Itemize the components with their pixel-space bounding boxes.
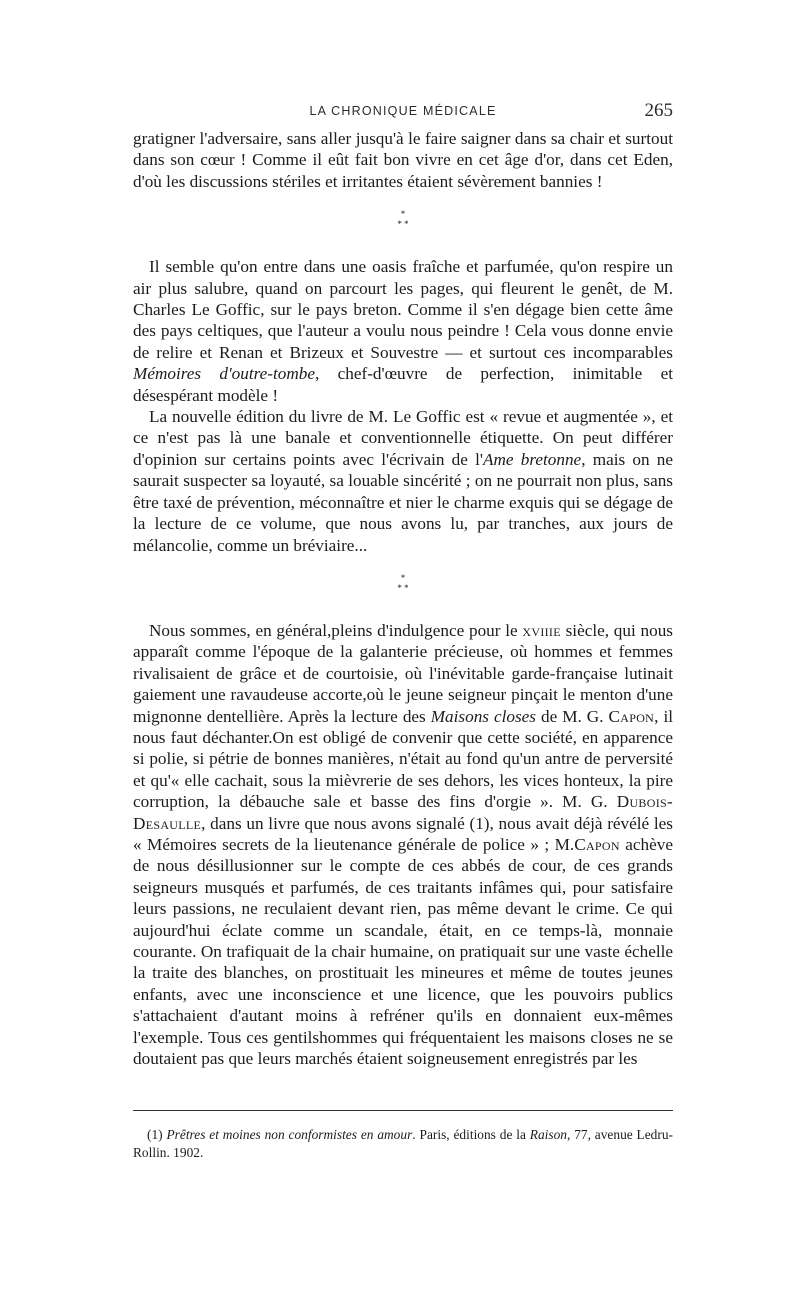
footnote-book-title: Prêtres et moines non conformistes en amour [166,1127,413,1142]
paragraph-1 [133,128,673,192]
paragraph-3-text-b: , mais on ne saurait suspecter sa loyauté, sa louable sincérité ; on ne pourrait non plus, sans être taxé de prévention, méconnaître et nier le charme exquis qui se dégage de la lecture de ce volume, que nous avons lu, par tranches, aux jours de mélancolie, comme un bréviaire... [133,449,673,555]
paragraph-4 [133,620,673,1070]
section-separator-2 [133,564,673,610]
footnote [133,1126,673,1162]
paragraph-4-text-a: Nous sommes, en général,pleins d'indulgence pour le [149,620,523,640]
asterism-bottom: * * [397,582,409,593]
italic-title-ame-bretonne: Ame bretonne [482,449,582,469]
paragraph-4-text-e: , dans un livre que nous avons signalé (1), nous avait déjà révélé les « Mémoires secrets de la lieutenance générale de police » ; M. [133,813,673,854]
author-name-dubois-desaulle: Dubois-Desaulle [133,792,673,833]
century-numeral: xviiie [522,620,561,640]
footnote-text [133,1126,673,1162]
paragraph-1-text: gratigner l'adversaire, sans aller jusqu'à le faire saigner dans sa chair et surtout dans son cœur ! Comme il eût fait bon vivre en cet âge d'or, dans cet Eden, d'où les discussions stériles et irritantes étaient sévèrement bannies ! [133,129,673,191]
asterism-bottom: * * [397,219,409,230]
asterism-top: * [400,572,406,583]
footnote-text-b: , 77, avenue Ledru-Rollin. 1902. [133,1127,673,1160]
body-text [133,128,673,1069]
page-header [133,100,673,124]
italic-title-memoires: Mémoires d'outre-tombe [133,364,316,384]
author-name-capon: Capon [608,706,655,726]
page-number: 265 [644,100,673,121]
paragraph-4-text-d: , il nous faut déchanter.On est obligé de convenir que cette société, en apparence si polie, si pétrie de bonnes manières, n'était au fond qu'un antre de perversité et qu'« elle cachait, sous la mièvrerie de ses dehors, les vices honteux, la pire corruption, la débauche sale et basse des fins d'orgie ». M. G. [133,706,674,812]
footnote-divider [133,1110,673,1111]
paragraph-4-text-f: achève de nous désillusionner sur le compte de ces abbés de cour, de ces grands seigneurs musqués et parfumés, de ces traitants infâmes qui, pour satisfaire leurs passions, ne reculaient devant rien, pas même devant le crime. Ce qui aujourd'hui éclate comme un scandale, était, en ce temps-là, monnaie courante. On trafiquait de la chair humaine, on pratiquait sur une vaste échelle la traite des blanches, on prostituait les mineures et même de toutes jeunes enfants, avec une inconscience et une licence, que les pouvoirs publics s'attachaient d'autant moins à refréner qu'ils en donnaient eux-mêmes l'exemple. Tous ces gentilshommes qui fréquentaient les maisons closes ne se doutaient pas que leurs marchés étaient soigneusement enregistrés par les [133,834,673,1069]
paragraph-2-text-a: Il semble qu'on entre dans une oasis fraîche et parfumée, qu'on respire un air plus salubre, quand on parcourt les pages, qui fleurent le genêt, de M. Charles Le Goffic, sur le pays breton. Comme il s'en dégage bien cette âme des pays celtiques, que l'auteur a voulu nous peindre ! Cela vous donne envie de relire et Renan et Brizeux et Souvestre — et surtout ces incomparables [133,257,673,362]
section-separator-1 [133,200,673,246]
paragraph-3-text-a: La nouvelle édition du livre de M. Le Goffic est « revue et augmentée », et ce n'est pas là une banale et conventionnelle étiquette. On peut différer d'opinion sur certains points avec l'écrivain de l' [133,407,673,469]
paragraph-2 [133,256,673,406]
author-name-capon: Capon [574,834,620,854]
paragraph-4-text-b: siècle, qui nous apparaît comme l'époque de la galanterie précieuse, où hommes et femmes rivalisaient de grâce et de courtoisie, où l'inévitable garde-française lutinait gaiement une ravaudeuse accorte,où le jeune seigneur pinçait le menton d'une mignonne dentellière. Après la lecture des [133,620,673,726]
paragraph-2-text-b: , chef-d'œuvre de perfection, inimitable et désespérant modèle ! [133,364,674,405]
paragraph-3 [133,406,673,556]
paragraph-4-text-c: de M. G. [536,706,609,726]
running-title: LA CHRONIQUE MÉDICALE [309,104,497,118]
footnote-marker: (1) [147,1127,163,1142]
footnote-text-a: . Paris, éditions de la [412,1127,530,1142]
footnote-publisher: Raison [529,1127,567,1142]
italic-title-maisons-closes: Maisons closes [430,706,536,726]
asterism-top: * [400,209,406,220]
